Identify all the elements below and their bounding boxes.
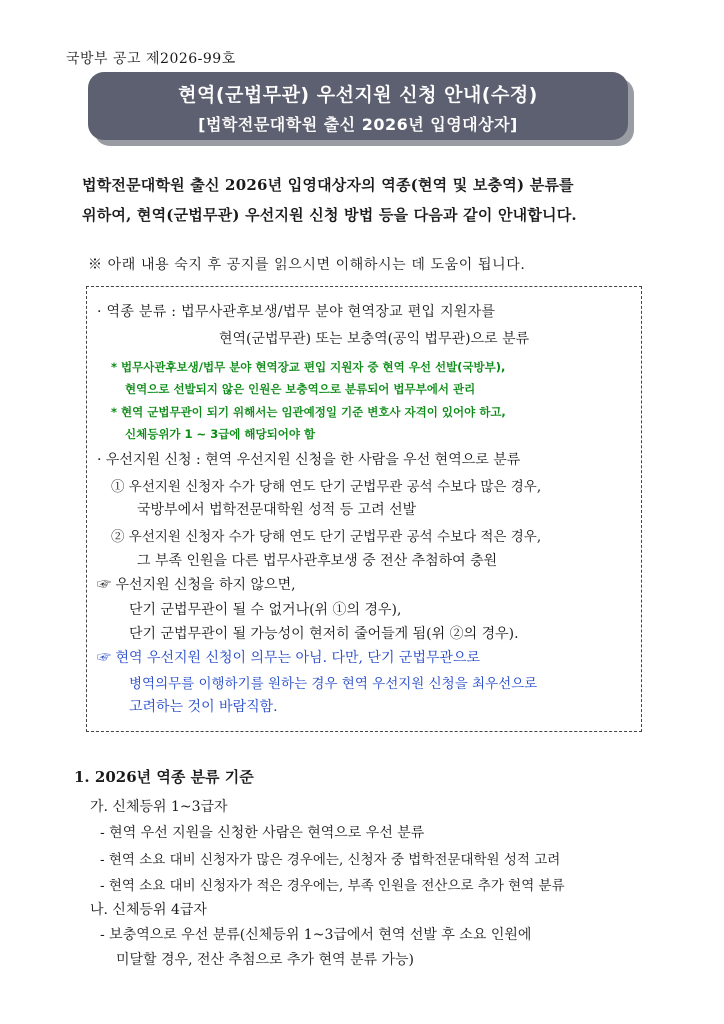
intro-paragraph [82, 170, 648, 230]
green-note: 신체등위가 1 ~ 3급에 해당되어야 함 [125, 427, 316, 441]
case-line: ② 우선지원 신청자 수가 당해 연도 단기 군법무관 공석 수보다 적은 경우, [111, 529, 542, 545]
no-apply-line: 단기 군법무관이 될 가능성이 현저히 줄어들게 됨(위 ②의 경우). [129, 626, 519, 642]
classification-line: · 역종 분류 : 법무사관후보생/법무 분야 현역장교 편입 지원자를 [97, 304, 496, 320]
banner-subtitle: [법학전문대학원 출신 2026년 입영대상자] [198, 115, 518, 134]
notice-number: 국방부 공고 제2026-99호 [66, 51, 236, 67]
case-line: 국방부에서 법학전문대학원 성적 등 고려 선발 [137, 502, 417, 518]
green-note: * 법무사관후보생/법무 분야 현역장교 편입 지원자 중 현역 우선 선발(국방부), [111, 360, 506, 374]
case-line: 그 부족 인원을 다른 법무사관후보생 중 전산 추첨하여 충원 [137, 553, 498, 569]
criteria-item: - 현역 소요 대비 신청자가 적은 경우에는, 부족 인원을 전산으로 추가 현역 분류 [100, 878, 565, 894]
intro-line: 법학전문대학원 출신 2026년 입영대상자의 역종(현역 및 보충역) 분류를 [82, 176, 574, 194]
criteria-item: - 현역 우선 지원을 신청한 사람은 현역으로 우선 분류 [100, 825, 425, 841]
summary-box [86, 286, 642, 732]
application-line: · 우선지원 신청 : 현역 우선지원 신청을 한 사람을 우선 현역으로 분류 [97, 452, 521, 468]
classification-line: 현역(군법무관) 또는 보충역(공익 법무관)으로 분류 [219, 331, 530, 347]
no-apply-line: ☞ 우선지원 신청을 하지 않으면, [97, 577, 296, 593]
subsection-a: 가. 신체등위 1~3급자 [90, 799, 228, 815]
blue-note-line: ☞ 현역 우선지원 신청이 의무는 아님. 다만, 단기 군법무관으로 [97, 650, 481, 666]
green-note: 현역으로 선발되지 않은 인원은 보충역으로 분류되어 법무부에서 관리 [125, 382, 476, 396]
section-heading: 1. 2026년 역종 분류 기준 [74, 768, 254, 786]
banner-title: 현역(군법무관) 우선지원 신청 안내(수정) [178, 84, 538, 106]
title-banner [88, 72, 628, 140]
blue-note-line: 고려하는 것이 바람직함. [129, 699, 278, 715]
subsection-b: 나. 신체등위 4급자 [90, 902, 207, 918]
reading-note: ※ 아래 내용 숙지 후 공지를 읽으시면 이해하시는 데 도움이 됩니다. [88, 257, 526, 273]
blue-note-line: 병역의무를 이행하기를 원하는 경우 현역 우선지원 신청을 최우선으로 [129, 676, 538, 692]
criteria-item: 미달할 경우, 전산 추첨으로 추가 현역 분류 가능) [116, 952, 415, 968]
criteria-item: - 보충역으로 우선 분류(신체등위 1~3급에서 현역 선발 후 소요 인원에 [100, 927, 532, 943]
case-line: ① 우선지원 신청자 수가 당해 연도 단기 군법무관 공석 수보다 많은 경우, [111, 479, 542, 495]
green-note: * 현역 군법무관이 되기 위해서는 임관예정일 기준 변호사 자격이 있어야 하고, [111, 405, 506, 419]
no-apply-line: 단기 군법무관이 될 수 없거나(위 ①의 경우), [129, 602, 402, 618]
criteria-item: - 현역 소요 대비 신청자가 많은 경우에는, 신청자 중 법학전문대학원 성적 고려 [100, 852, 561, 868]
intro-line: 위하여, 현역(군법무관) 우선지원 신청 방법 등을 다음과 같이 안내합니다. [82, 206, 577, 224]
